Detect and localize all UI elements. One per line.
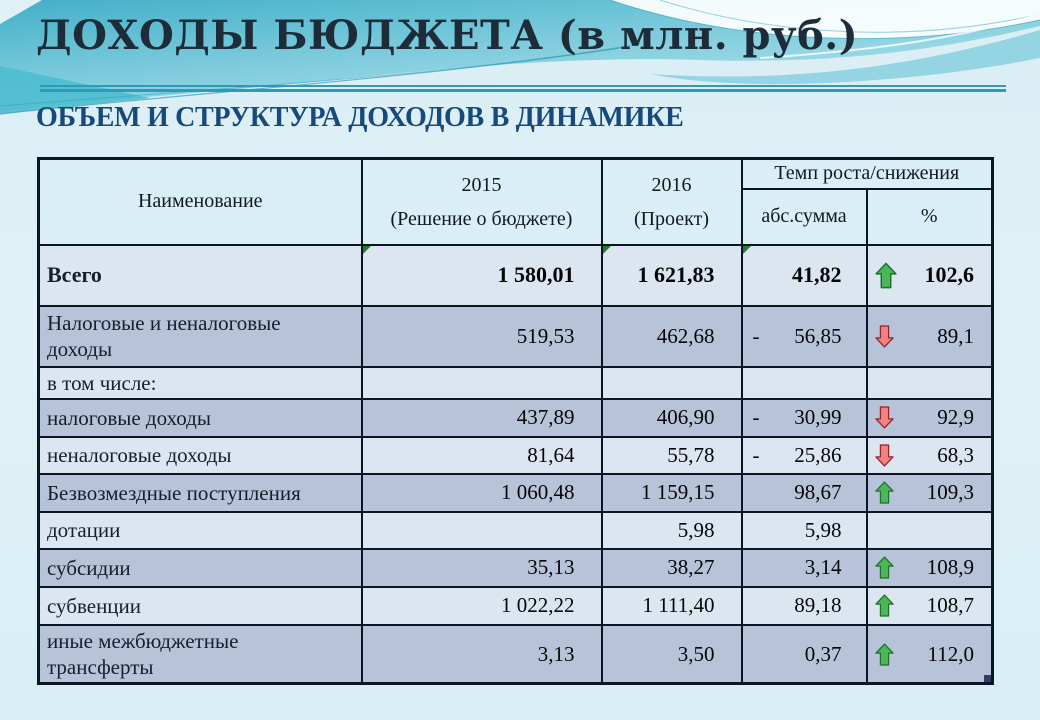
row-label: дотации — [47, 518, 121, 543]
title-divider — [40, 85, 1006, 92]
up-arrow-icon — [875, 481, 894, 504]
v2015-value: 81,64 — [527, 442, 575, 467]
percent-value: 108,7 — [926, 593, 974, 618]
table-row — [39, 437, 993, 474]
v2016-value: 462,68 — [656, 323, 715, 348]
table-row — [39, 587, 993, 625]
minus-sign: - — [752, 405, 760, 430]
v2015-value-cell — [362, 399, 602, 437]
v2016-value-cell — [602, 245, 742, 306]
table-row — [39, 399, 993, 437]
row-label-cell — [39, 512, 362, 549]
v2015-value: 1 580,01 — [497, 262, 575, 287]
v2015-value: 35,13 — [527, 555, 575, 580]
abs-wrap — [743, 480, 866, 505]
abs-value: 5,98 — [804, 517, 842, 542]
percent-value: 108,9 — [926, 555, 974, 580]
row-label-cell — [39, 587, 362, 625]
abs-value: 3,14 — [804, 555, 842, 580]
col-header-2015 — [362, 159, 602, 245]
percent-cell — [867, 245, 993, 306]
row-label: иные межбюджетные трансферты — [47, 628, 239, 679]
abs-value-cell — [742, 306, 867, 367]
percent-cell — [867, 549, 993, 587]
row-label-cell — [39, 549, 362, 587]
minus-sign: - — [752, 323, 760, 348]
col-header-tempo: Темп роста/снижения — [742, 159, 993, 189]
row-label: налоговые доходы — [47, 405, 211, 430]
col-header-abs: абс.сумма — [742, 189, 867, 245]
row-label: Безвозмездные поступления — [47, 480, 301, 505]
fill-handle-mark — [984, 675, 991, 682]
abs-value-cell — [742, 587, 867, 625]
abs-wrap — [743, 593, 866, 618]
col-header-2016-year: 2016 — [651, 173, 692, 196]
percent-value: 102,6 — [924, 262, 974, 287]
table-row — [39, 474, 993, 512]
abs-value: 41,82 — [792, 262, 842, 287]
down-arrow-icon — [875, 406, 894, 429]
abs-wrap — [743, 443, 866, 468]
col-header-2016-note: (Проект) — [633, 207, 710, 230]
row-label: в том числе: — [47, 370, 157, 395]
v2015-value-cell — [362, 625, 602, 684]
up-arrow-icon — [875, 643, 894, 666]
row-label: субсидии — [47, 555, 131, 580]
v2015-value-cell — [362, 367, 602, 399]
percent-cell — [867, 437, 993, 474]
v2015-value-cell — [362, 437, 602, 474]
percent-cell — [867, 367, 993, 399]
row-label: неналоговые доходы — [47, 443, 232, 468]
v2016-value: 55,78 — [667, 442, 715, 467]
row-label-cell — [39, 437, 362, 474]
percent-value: 92,9 — [937, 405, 974, 430]
abs-wrap — [743, 262, 866, 288]
abs-wrap — [743, 518, 866, 543]
col-header-percent: % — [867, 189, 993, 245]
divider-thin-line — [40, 85, 1006, 87]
percent-value: 89,1 — [937, 323, 974, 348]
v2015-value: 1 022,22 — [501, 593, 575, 618]
table-row — [39, 367, 993, 399]
pct-wrap — [868, 262, 992, 289]
abs-value-cell — [742, 367, 867, 399]
v2016-value: 38,27 — [667, 555, 715, 580]
section-subtitle: ОБЪЕМ И СТРУКТУРА ДОХОДОВ В ДИНАМИКЕ — [36, 102, 684, 133]
v2016-value-cell — [602, 549, 742, 587]
abs-value-cell — [742, 625, 867, 684]
row-label: Всего — [47, 262, 102, 288]
abs-value-cell — [742, 399, 867, 437]
table-body — [39, 245, 993, 684]
v2016-value: 3,50 — [677, 641, 715, 666]
budget-table — [37, 157, 994, 685]
v2016-value: 5,98 — [677, 517, 715, 542]
v2016-value-cell — [602, 306, 742, 367]
v2016-value-cell — [602, 437, 742, 474]
v2015-value-cell — [362, 512, 602, 549]
v2016-value: 406,90 — [656, 405, 715, 430]
v2015-value: 519,53 — [516, 323, 575, 348]
percent-cell — [867, 474, 993, 512]
abs-wrap — [743, 324, 866, 349]
abs-value: 0,37 — [804, 641, 842, 666]
v2016-value-cell — [602, 512, 742, 549]
abs-wrap — [743, 405, 866, 430]
v2015-value-cell — [362, 245, 602, 306]
table-row — [39, 549, 993, 587]
col-header-2016 — [602, 159, 742, 245]
row-label-cell — [39, 474, 362, 512]
abs-value-cell — [742, 245, 867, 306]
up-arrow-icon — [875, 262, 897, 289]
row-label: субвенции — [47, 593, 142, 618]
v2015-value-cell — [362, 587, 602, 625]
abs-value-cell — [742, 474, 867, 512]
pct-wrap — [868, 480, 992, 505]
pct-wrap — [868, 555, 992, 580]
percent-value: 112,0 — [927, 641, 974, 666]
row-label-cell — [39, 625, 362, 684]
row-label-cell — [39, 306, 362, 367]
row-label-cell — [39, 367, 362, 399]
down-arrow-icon — [875, 325, 894, 348]
page-title: ДОХОДЫ БЮДЖЕТА (в млн. руб.) — [36, 12, 859, 59]
abs-value-cell — [742, 512, 867, 549]
table-row — [39, 512, 993, 549]
abs-value: 30,99 — [794, 405, 842, 430]
table-row — [39, 245, 993, 306]
percent-cell — [867, 399, 993, 437]
table-header — [39, 159, 993, 245]
v2016-value: 1 111,40 — [642, 593, 715, 618]
abs-value: 89,18 — [794, 593, 842, 618]
percent-cell — [867, 625, 993, 684]
v2016-value-cell — [602, 474, 742, 512]
row-label: Налоговые и неналоговые доходы — [47, 310, 281, 361]
up-arrow-icon — [875, 594, 894, 617]
v2015-value: 1 060,48 — [501, 480, 575, 505]
cell-corner-mark-icon — [363, 246, 371, 254]
cell-corner-mark-icon — [603, 246, 611, 254]
v2015-value-cell — [362, 474, 602, 512]
percent-cell — [867, 587, 993, 625]
divider-thick-line — [40, 89, 1006, 92]
row-label-cell — [39, 245, 362, 306]
pct-wrap — [868, 443, 992, 468]
col-header-name: Наименование — [39, 159, 362, 245]
abs-value: 25,86 — [794, 442, 842, 467]
minus-sign: - — [752, 442, 760, 467]
v2015-value: 3,13 — [537, 641, 575, 666]
abs-value: 98,67 — [794, 480, 842, 505]
percent-cell — [867, 306, 993, 367]
table-row — [39, 306, 993, 367]
pct-wrap — [868, 642, 992, 667]
percent-cell — [867, 512, 993, 549]
v2016-value-cell — [602, 399, 742, 437]
row-label-cell — [39, 399, 362, 437]
v2015-value-cell — [362, 306, 602, 367]
pct-wrap — [868, 593, 992, 618]
v2015-value: 437,89 — [516, 405, 575, 430]
v2016-value: 1 159,15 — [641, 480, 715, 505]
abs-value-cell — [742, 437, 867, 474]
col-header-2015-year: 2015 — [461, 173, 502, 196]
v2016-value: 1 621,83 — [637, 262, 715, 287]
pct-wrap — [868, 324, 992, 349]
v2015-value-cell — [362, 549, 602, 587]
table-row — [39, 625, 993, 684]
abs-wrap — [743, 555, 866, 580]
pct-wrap — [868, 405, 992, 430]
down-arrow-icon — [875, 444, 894, 467]
up-arrow-icon — [875, 556, 894, 579]
percent-value: 68,3 — [937, 442, 974, 467]
abs-wrap — [743, 642, 866, 667]
abs-value: 56,85 — [794, 323, 842, 348]
cell-corner-mark-icon — [743, 246, 751, 254]
col-header-2015-note: (Решение о бюджете) — [390, 207, 573, 230]
abs-value-cell — [742, 549, 867, 587]
v2016-value-cell — [602, 625, 742, 684]
table-header-row-top — [39, 159, 993, 189]
percent-value: 109,3 — [926, 480, 974, 505]
v2016-value-cell — [602, 587, 742, 625]
v2016-value-cell — [602, 367, 742, 399]
